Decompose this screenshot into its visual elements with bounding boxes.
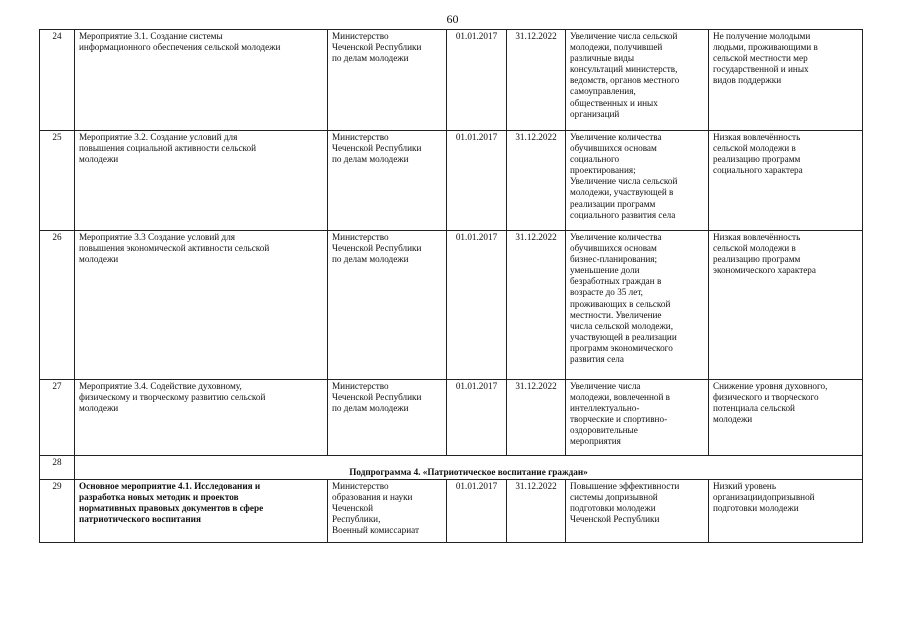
row-number: 25 [40,131,75,231]
row-number: 28 [40,456,75,480]
risk-cell: Низкая вовлечённость сельской молодежи в реализацию программ социального характера [709,131,863,231]
end-date-cell: 31.12.2022 [507,231,566,380]
start-date-cell: 01.01.2017 [447,380,507,456]
end-date-cell: 31.12.2022 [507,480,566,543]
risk-cell: Не получение молодыми людьми, проживающими в сельской местности мер государственной и иных видов поддержки [709,30,863,131]
result-cell: Повышение эффективности системы допризывной подготовки молодежи Чеченской Республики [566,480,709,543]
executor-cell: Министерство образования и науки Чеченской Республики, Военный комиссариат [328,480,447,543]
end-date-cell: 31.12.2022 [507,131,566,231]
event-cell: Основное мероприятие 4.1. Исследования и разработка новых методик и проектов нормативных правовых документов в сфере патриотического воспитания [75,480,328,543]
row-number: 27 [40,380,75,456]
end-date-cell: 31.12.2022 [507,380,566,456]
row-number: 29 [40,480,75,543]
table-row [40,380,863,456]
risk-cell: Низкий уровень организациидопризывной подготовки молодежи [709,480,863,543]
table-row [40,231,863,380]
executor-cell: Министерство Чеченской Республики по делам молодежи [328,131,447,231]
row-number: 26 [40,231,75,380]
page-number: 60 [446,12,459,26]
executor-cell: Министерство Чеченской Республики по делам молодежи [328,380,447,456]
event-cell: Мероприятие 3.4. Содействие духовному, физическому и творческому развитию сельской молодежи [75,380,328,456]
event-cell: Мероприятие 3.3 Создание условий для повышения экономической активности сельской молодежи [75,231,328,380]
subprogram-row [40,456,863,480]
event-cell: Мероприятие 3.2. Создание условий для повышения социальной активности сельской молодежи [75,131,328,231]
table-row [40,30,863,131]
start-date-cell: 01.01.2017 [447,231,507,380]
risk-cell: Низкая вовлечённость сельской молодежи в реализацию программ экономического характера [709,231,863,380]
executor-cell: Министерство Чеченской Республики по делам молодежи [328,231,447,380]
event-cell: Мероприятие 3.1. Создание системы информационного обеспечения сельской молодежи [75,30,328,131]
table-row [40,480,863,543]
row-number: 24 [40,30,75,131]
result-cell: Увеличение количества обучившихся основам социального проектирования; Увеличение числа сельской молодежи, участвующей в реализации программ социального развития села [566,131,709,231]
start-date-cell: 01.01.2017 [447,30,507,131]
start-date-cell: 01.01.2017 [447,131,507,231]
executor-cell: Министерство Чеченской Республики по делам молодежи [328,30,447,131]
result-cell: Увеличение числа сельской молодежи, получившей различные виды консультаций министерств, ведомств, органов местного самоуправления, общественных и иных организаций [566,30,709,131]
risk-cell: Снижение уровня духовного, физического и творческого потенциала сельской молодежи [709,380,863,456]
start-date-cell: 01.01.2017 [447,480,507,543]
program-table [39,29,863,543]
table-row [40,131,863,231]
result-cell: Увеличение количества обучившихся основам бизнес-планирования; уменьшение доли безработных граждан в возрасте до 35 лет, проживающих в сельской местности. Увеличение числа сельской молодежи, участвующей в реализации программ экономического развития села [566,231,709,380]
subprogram-title: Подпрограмма 4. «Патриотическое воспитание граждан» [75,456,863,480]
result-cell: Увеличение числа молодежи, вовлеченной в интеллектуально- творческие и спортивно- оздоровительные мероприятия [566,380,709,456]
end-date-cell: 31.12.2022 [507,30,566,131]
